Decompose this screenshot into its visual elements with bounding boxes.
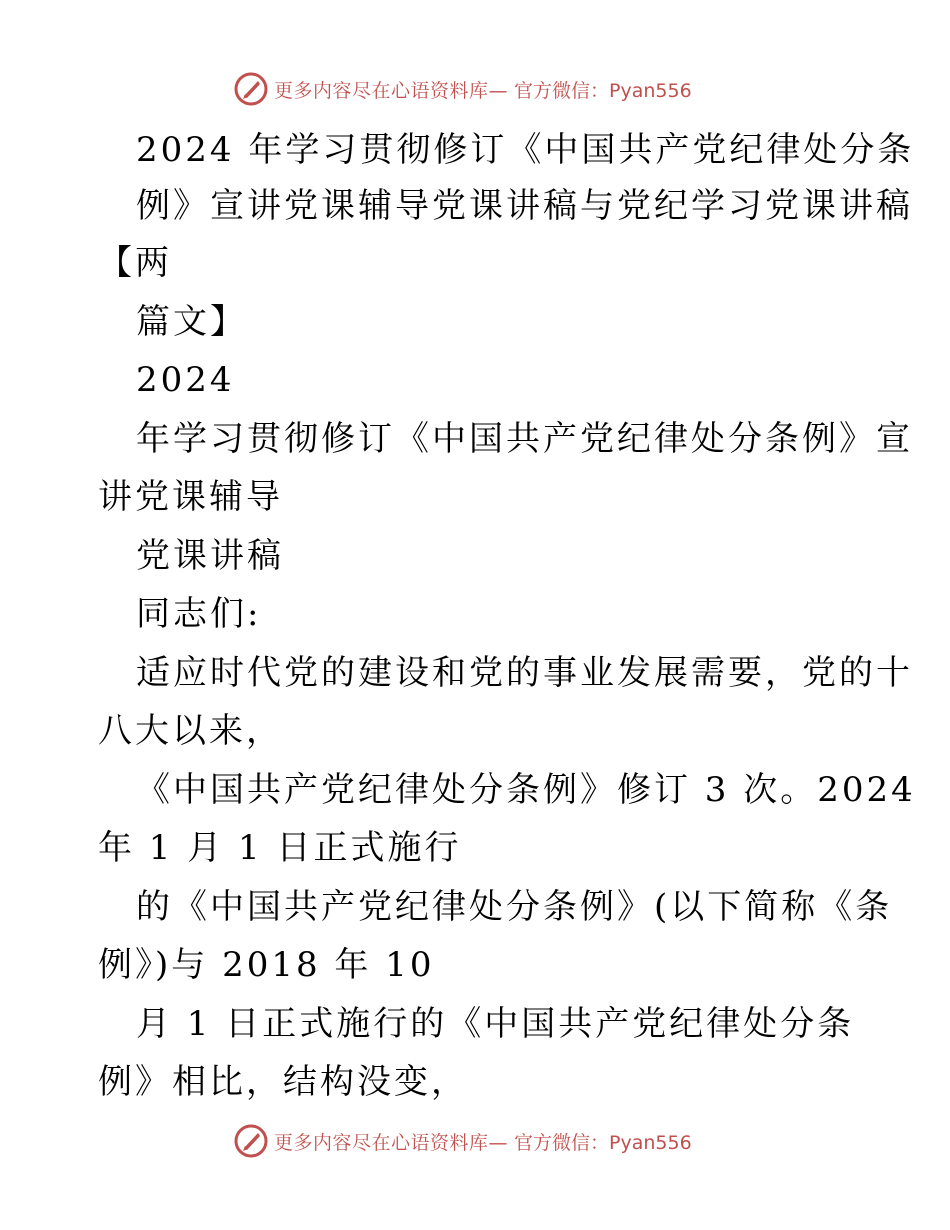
text-line: 2024 <box>136 360 235 400</box>
text-line: 年 1 月 1 日正式施行 <box>98 828 462 868</box>
text-line: 讲党课辅导 <box>98 477 283 517</box>
text-line: 的《中国共产党纪律处分条例》(以下简称《条 <box>136 887 893 927</box>
watermark-contact: 官方微信：Pyan556 <box>514 79 692 102</box>
text-line: 年学习贯彻修订《中国共产党纪律处分条例》宣 <box>136 419 913 459</box>
text-line: 篇文】 <box>136 302 247 342</box>
text-line: 适应时代党的建设和党的事业发展需要，党的十 <box>136 653 913 693</box>
text-line: 月 1 日正式施行的《中国共产党纪律处分条 <box>136 1004 855 1044</box>
watermark-text: 更多内容尽在心语资料库— <box>274 79 509 102</box>
watermark-contact: 官方微信：Pyan556 <box>514 1131 692 1154</box>
text-line: 例》相比，结构没变， <box>98 1062 468 1102</box>
text-line: 八大以来， <box>98 711 283 751</box>
quill-pen-logo-icon <box>234 1124 268 1158</box>
quill-pen-logo-icon <box>234 72 268 106</box>
text-line: 【两 <box>98 243 172 283</box>
text-line: 党课讲稿 <box>136 536 284 576</box>
text-line: 例》)与 2018 年 10 <box>98 945 435 985</box>
text-line: 2024 年学习贯彻修订《中国共产党纪律处分条 <box>136 130 915 170</box>
text-line: 同志们: <box>136 594 262 634</box>
footer-watermark <box>234 1124 692 1158</box>
watermark-text: 更多内容尽在心语资料库— <box>274 1131 509 1154</box>
header-watermark <box>234 72 692 106</box>
text-line: 例》宣讲党课辅导党课讲稿与党纪学习党课讲稿 <box>136 186 913 226</box>
text-line: 《中国共产党纪律处分条例》修订 3 次。2024 <box>136 770 916 810</box>
